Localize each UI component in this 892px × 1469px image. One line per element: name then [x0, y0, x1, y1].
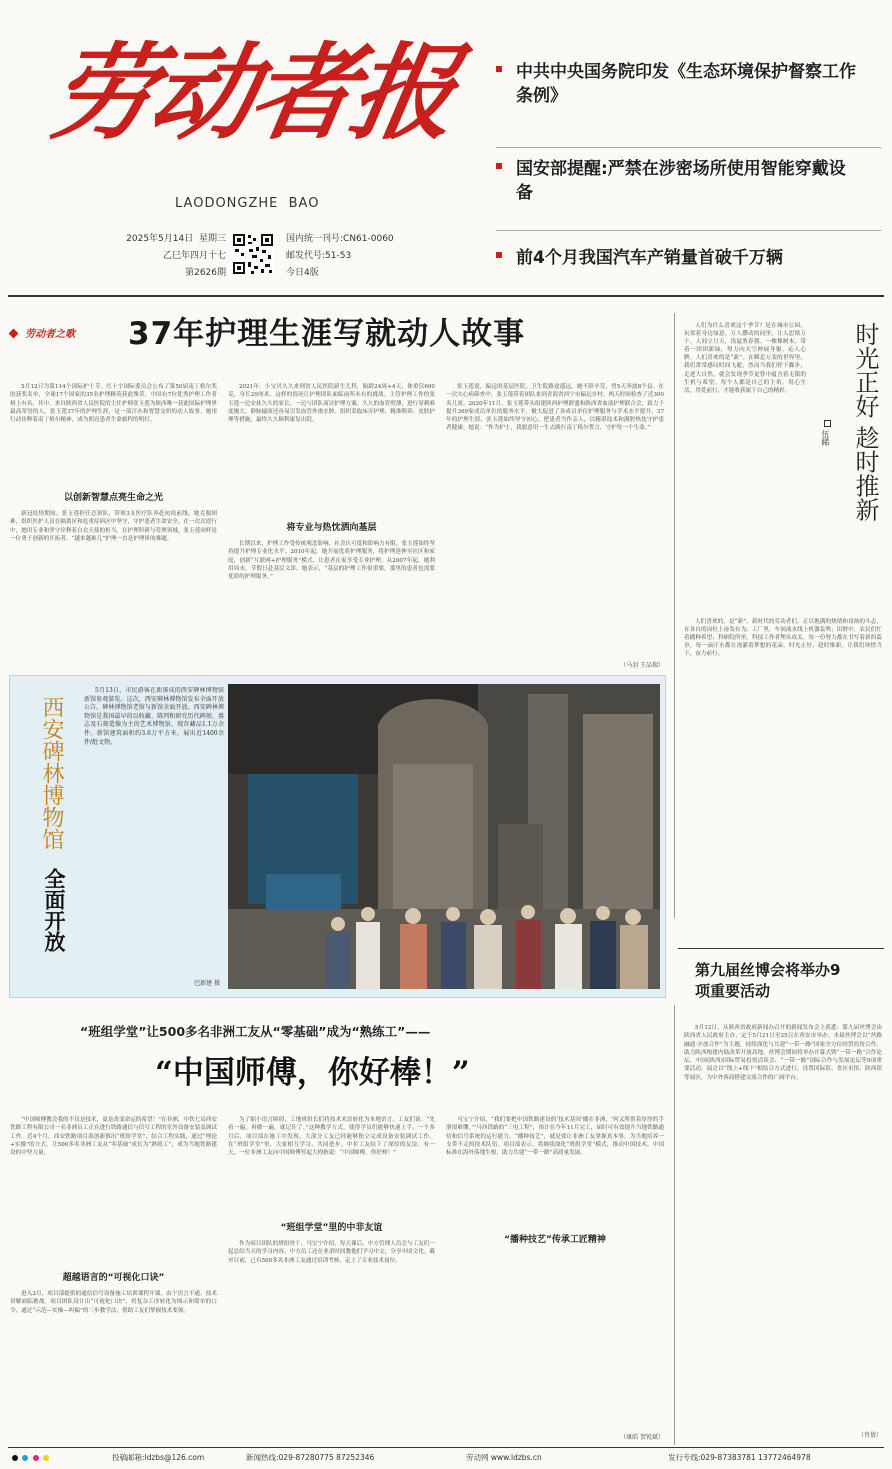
lead-col1b-para: 新冠疫情期间，张玉莲担任总领队，带领3支医疗队奔赴抗疫前线。她克服困难，组织医护人员在隔离区和危重症病区中坚守，守护患者生命安全。在一次次逆行中，她用专业和坚守诠释着白衣天使的担当。在护理科研与管理领域，张玉莲同样是一位勇于创新的开拓者。“越来越难儿”护理一直是护理界的难题。: [10, 511, 217, 542]
bottom-col1-text: [10, 1116, 217, 1266]
headline-3-text: 前4个月我国汽车产销量首破千万辆: [516, 248, 783, 268]
headline-2[interactable]: [496, 157, 881, 205]
side-column-para: 人们为什么喜欢这个季节？是在城市公园，玩赏着身边绿意，万人攒动的同里，让人思绪万千。人间立月天，浅夏胜春朝。一棵棵树木，带着一团团新绿，努力向天空伸展身躯，沁人心脾。人们喜欢的是“新”。在瞬息万变的世界里，我们常常感叹时间飞逝，然而当我们停下脚步，走进大自然，就会发现季节更替中蕴含着无限的生机与希望。每个人都是自己的主角，用心生活，用爱前行，才能收获属于自己的精彩。: [684, 323, 806, 394]
lead-col1-para: 5月12日为第114个国际护士节。红十字国际委员会公布了第50届南丁格尔奖的获奖名单，全球17个国家的35名护理精英获此殊荣。中国有7位优秀护理工作者榜上有名。其中，来自陕西省人民医院的主任护师张玉莲为陕西唯一获此国际护理界最高荣誉的人。张玉莲37年的护理生涯，是一部汗水和智慧交织的动人故事。她用行动诠释着南丁格尔精神，成为照亮患者生命旅程的明灯。: [10, 384, 217, 424]
feature-vertical-title: 西安碑林博物馆: [39, 696, 64, 850]
masthead-logo: [41, 18, 472, 198]
bottom-byline: （康皓 贺锐斌）: [620, 1434, 664, 1441]
bottom-kicker: “班组学堂”让500多名非洲工友从“零基础”成为“熟练工”——: [80, 1024, 431, 1039]
feature-photo: [228, 684, 660, 989]
bottom-col3-para: 马宝宁介绍，“我们要把中国铁路建设的‘技术基因’播在非洲，‘何又所借着厚厚的手册很难懂。’”马西铁路的“三电工程”，预计在今年11月完工，届时可有效提升当地铁路通信和信号系统的运行能力。“播种技艺”，就是要让非洲工友掌握真本事，为当地培养一支带不走的技术队伍。项目部表示，将继续深化“班组学堂”模式，推动中国技术、中国标准在海外落地生根，助力共建“一带一路”高质量发展。: [446, 1117, 664, 1157]
lead-col2b-text: [228, 540, 435, 670]
column-tag-label: 劳动者之歌: [25, 329, 76, 340]
side-column-text: [684, 322, 806, 614]
issue-number: 第2626期: [185, 268, 226, 278]
bottom-subhead-1: 超越语言的“可视化口诀”: [62, 1273, 165, 1283]
footer-bar: [8, 1451, 884, 1465]
qr-code: [232, 233, 274, 275]
side-column-text-2: [684, 618, 882, 910]
lead-col2-para: 2021年，小宝贝久久来到省人民医院新生儿科，胎龄24周+4天，体重仅600克，身长29厘米。这样的情况让护理团队面临前所未有的挑战。主管护理工作的张玉莲一边安抚久久的家长，一边与团队商讨护理方案。久久的血管壁薄，进行穿刺难度极大。静脉输液还容易引发血管外渗水肿。组织采取床旁护理、精准喂养、皮肤护理等措施，最终久久顺利康复出院。: [228, 384, 435, 424]
side-column-author: [820, 420, 834, 446]
side-news-title: 第九届丝博会将举办9项重要活动: [695, 961, 841, 1000]
color-dots: [12, 1454, 49, 1463]
feature-box: [9, 675, 666, 998]
bottom-subhead-3: “播种技艺”传承工匠精神: [504, 1235, 606, 1245]
lead-subhead-2: 将专业与热忱洒向基层: [286, 523, 377, 533]
postal-code: 邮发代号:51-53: [286, 251, 352, 261]
diamond-icon: [9, 329, 19, 339]
side-news-para: 5月12日，从陕西省政府新闻办召开的新闻发布会上获悉：第九届丝博会由陕西省人民政府主办，定于5月21日至25日在西安市举办。本届丝博会以“丝路融通·开放合作”为主题，持续深化与共建“一带一路”国家全方位经贸投资合作，助力陕西构建内陆改革开放高地。丝博会期间将举办开幕式暨“一带一路”合作论坛、中国(陕西)国际贸易投资洽谈会、“一带一路”国际合作与发展论坛等9项重要活动。展会以“线上+线下”相结合方式进行，设置国际馆、省区市馆、陕西馆等展区，为中外客商搭建交流合作的广阔平台。: [684, 1025, 882, 1081]
bottom-col2b-text: [228, 1240, 435, 1445]
logo-calligraphy: 劳动者报: [41, 31, 463, 154]
lead-col1-text: [10, 383, 217, 483]
feature-credit: 巴新建 摄: [194, 980, 220, 987]
lead-col2b-para: 长期以来，护理工作受传统观念影响，社会认可度和影响力有限。张玉莲始终坚持提升护理专业化水平。2010年起，她开展优质护理服务，将护理延伸至社区和家庭，创新“互联网+护理服务”模式，让患者在家享受专业护理。从2007年起，她利用周末，节假日赴基层义诊。她表示，“基层的护理工作很重要，那里的患者也需要优质的护理服务。”: [228, 541, 435, 581]
masthead-registration: [286, 231, 426, 282]
side-news-credit: （肖倩）: [857, 1432, 882, 1439]
lead-byline: （马羽 王品瑞）: [620, 662, 664, 669]
page-count: 今日4版: [286, 268, 319, 278]
footer-website: 劳动网 www.ldzbs.cn: [466, 1453, 542, 1462]
date: 2025年5月14日: [126, 234, 194, 244]
bottom-col3a-text: [446, 1116, 664, 1226]
weekday: 星期三: [198, 234, 226, 244]
bottom-col1-para: “中国师傅教会我的不仅是技术，更是改变命运的希望！”在非洲，中铁七局西安铁路工程有限公司一名非洲员工正在进行铁路通信与信号工程的室外设备安装及调试工作。近4个月，西安铁路项目部创新推出“班组学堂”，结合工程实践，通过“理论+实操”的方式，让500多名非洲工友从“零基础”成长为“熟练工”，成为当地铁路建设的中坚力量。: [10, 1117, 217, 1157]
headline-2-text: 国安部提醒:严禁在涉密场所使用智能穿戴设备: [516, 159, 846, 203]
masthead-date-block: [96, 231, 226, 282]
bottom-subhead-2: “班组学堂”里的中非友谊: [280, 1223, 383, 1233]
side-column-para-2: 人们喜欢的，是“新”。新时代的劳动者们，正以饱满的热情和昂扬的斗志，在各自的岗位上奋发有为。工厂里，车间流水线上机器轰鸣；田野中，农民们忙着播种希望；科研院所里，科技工作者埋头攻关。每一份努力都在书写着新的篇章，每一滴汗水都在浇灌着梦想的花朵。时光正好，趁时推新，让我们珍惜当下，奋力前行。: [684, 619, 882, 658]
column-tag: [10, 322, 94, 338]
lead-col2-text: [228, 383, 435, 513]
square-icon: [824, 420, 831, 427]
lead-col3-para: 张玉莲说，偏远的基层医院，卫生院路途遥远，她不辞辛劳，曾5天奔波8个县。在一次夫心病筛查中，张玉莲带着团队来到青海省西宁市偏远乡村，两天时间检查了近300名儿童。2020年11月，张玉莲带头组建陕西护理联盟和陕西省血液护理联合会，致力于提升369家成员单位的服务水平，极大促进了各成员单位护理服务与学术水平提升。37年的护理生涯，张玉莲始终坚守初心，把患者当作亲人，以精湛技术和满腔热忱守护患者健康。她说：“作为护士，我愿意用一生去践行南丁格尔誓言，守护每一个生命。”: [446, 384, 664, 432]
side-column-title: 时光正好 趁时推新: [851, 322, 879, 522]
lead-subhead-1: 以创新智慧点亮生命之光: [63, 493, 163, 503]
lead-col1b-text: [10, 510, 217, 670]
footer-email: 投稿邮箱:ldzbs@126.com: [112, 1453, 205, 1462]
bottom-col1b-text: [10, 1290, 217, 1445]
headline-list: [496, 60, 881, 280]
lunar-date: 乙巳年四月十七: [162, 251, 226, 261]
lead-title: 37年护理生涯写就动人故事: [128, 316, 526, 352]
headline-3[interactable]: [496, 246, 881, 270]
feature-subtitle: 全面开放: [42, 868, 66, 952]
side-author-name: 伍睎: [821, 430, 830, 446]
bottom-title: “中国师傅，你好棒！”: [155, 1055, 470, 1091]
cn-number: 国内统一刊号:CN61-0060: [286, 234, 394, 244]
headline-1-text: 中共中央国务院印发《生态环境保护督察工作条例》: [516, 62, 856, 106]
masthead-pinyin: LAODONGZHE BAO: [175, 196, 320, 211]
bottom-col2-para: 为了缩小语言障碍，工地班组长们将技术术语转化为本地语言，工友们说：“先看一遍，再做一遍，就记住了。”这种教学方式，使得学员们能够快速上手。一个多月后，项目部在施工中发现，大部分工友已经能够独立完成设备安装调试工作。在“班组学堂”里，大家相互学习、共同进步。中非工友结下了深厚的友谊。有一天，一位非洲工友向中国师傅竖起大拇指说：“中国师傅，你好棒！”: [228, 1117, 435, 1157]
feature-text: [84, 687, 224, 977]
side-news-text: [684, 1024, 882, 1424]
bottom-col2b-para: 作为项目团队的班组骨干，马宝宁介绍，每天课后，中方管理人员会与工友们一起总结当天的学习内容。中方员工还在业余时间教他们学习中文，分享中国文化。截至目前，已有500多名非洲工友通过培训考核，走上了专业技术岗位。: [228, 1241, 435, 1264]
footer-hotline: 新闻热线:029-87280775 87252346: [246, 1453, 375, 1462]
bottom-col1b-para: 进入2月，项目部提供的通信信号设备施工培训课程开课。由于语言不通，技术讲解面临挑战。项目团队设计出“可视化口诀”，将复杂工序转化为图示和简单的口令，通过“示范—实操—纠偏”的三步教学法，帮助工友们掌握技术要领。: [10, 1291, 217, 1314]
footer-distribution: 发行专线:029-87383781 13772464978: [668, 1453, 811, 1462]
lead-col3-text: [446, 383, 664, 658]
feature-para: 5月13日，市民游客在新落成的西安碑林博物馆新馆参观游览。这次，西安碑林博物馆发布全面开放公告，碑林博物馆老馆与新馆全面开放。西安碑林博物馆是我国最早的以收藏、陈列和研究历代碑刻、墓志及石刻造像为主的艺术博物馆，现存藏品1.1万余件。新馆建筑面积约3.6万平方米，展出近1400余件/组文物。: [84, 687, 224, 746]
headline-1[interactable]: [496, 60, 881, 108]
